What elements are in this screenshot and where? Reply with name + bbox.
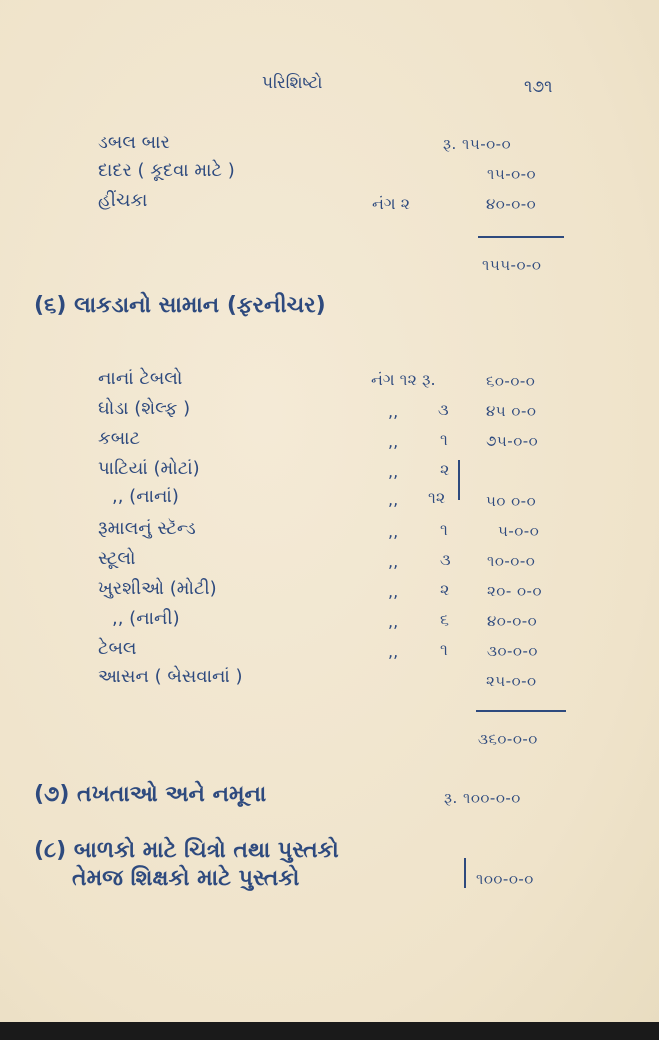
item-label: ઘોડા (શેલ્ફ ) xyxy=(98,398,191,419)
item-amount: રૂ. ૧૫-૦-૦ xyxy=(443,135,512,153)
item-label: નાનાં ટેબલો xyxy=(98,368,183,389)
qty-header: નંગ ૧૨ રૂ. xyxy=(371,370,436,389)
item-label: ડબલ બાર xyxy=(98,132,170,153)
item-qty: ૧૨ xyxy=(428,488,446,507)
total-rule xyxy=(476,710,566,712)
item-label: ,, (નાનાં) xyxy=(112,486,179,507)
section-amount: રૂ. ૧૦૦-૦-૦ xyxy=(444,789,521,807)
item-label: ,, (નાની) xyxy=(112,608,180,629)
item-qty: નંગ ૨ xyxy=(372,194,411,213)
item-label: સ્ટૂલો xyxy=(98,548,136,569)
item-label: દાદર ( કૂદવા માટે ) xyxy=(98,160,235,181)
item-qty: ૩ xyxy=(438,400,449,419)
scan-edge xyxy=(0,1022,659,1040)
ditto-mark: ,, xyxy=(388,462,399,481)
item-amount: ૪૫ ૦-૦ xyxy=(486,402,537,420)
ditto-mark: ,, xyxy=(388,402,399,421)
item-qty: ૧ xyxy=(440,640,448,659)
item-amount: ૫-૦-૦ xyxy=(498,522,540,540)
section-heading-continued: તેમજ શિક્ષકો માટે પુસ્તકો xyxy=(72,866,300,891)
item-label: રૂમાલનું સ્ટૅન્ડ xyxy=(98,518,196,539)
item-label: કબાટ xyxy=(98,428,141,449)
grouping-brace xyxy=(452,460,460,500)
item-qty: ૧ xyxy=(440,520,448,539)
ditto-mark: ,, xyxy=(388,612,399,631)
item-qty: ૨ xyxy=(440,460,450,479)
item-amount: ૬૦-૦-૦ xyxy=(486,372,536,390)
item-label: પાટિયાં (મોટાં) xyxy=(98,458,200,479)
item-amount: ૧૦-૦-૦ xyxy=(487,552,536,570)
item-amount: ૪૦-૦-૦ xyxy=(487,612,538,630)
item-qty: ૬ xyxy=(440,610,449,629)
item-qty: ૩ xyxy=(440,550,451,569)
item-label: ખુરશીઓ (મોટી) xyxy=(98,578,217,599)
item-label: આસન ( બેસવાનાં ) xyxy=(98,666,243,687)
item-amount: ૪૦-૦-૦ xyxy=(486,195,537,213)
section-heading: (૮) બાળકો માટે ચિત્રો તથા પુસ્તકો xyxy=(34,838,339,863)
item-amount: ૩૦-૦-૦ xyxy=(487,642,538,660)
ditto-mark: ,, xyxy=(388,642,399,661)
ditto-mark: ,, xyxy=(388,490,399,509)
item-amount: ૨૫-૦-૦ xyxy=(486,672,537,690)
ditto-mark: ,, xyxy=(388,522,399,541)
total-rule xyxy=(478,236,564,238)
ditto-mark: ,, xyxy=(388,582,399,601)
section-total: ૩૬૦-૦-૦ xyxy=(478,730,538,748)
section-heading: (૬) લાકડાનો સામાન (ફરનીચર) xyxy=(34,293,326,318)
item-amount: ૨૦- ૦-૦ xyxy=(487,582,542,600)
running-header: પરિશિષ્ટો xyxy=(262,73,323,93)
item-qty: ૨ xyxy=(440,580,450,599)
section-heading: (૭) તખતાઓ અને નમૂના xyxy=(34,782,267,807)
page-number: ૧૭૧ xyxy=(524,77,553,97)
item-label: ટેબલ xyxy=(98,638,137,659)
item-amount: ૧૫-૦-૦ xyxy=(487,165,537,183)
item-qty: ૧ xyxy=(440,430,448,449)
ditto-mark: ,, xyxy=(388,552,399,571)
item-amount: ૫૦ ૦-૦ xyxy=(486,492,537,510)
ditto-mark: ,, xyxy=(388,432,399,451)
section-amount: ૧૦૦-૦-૦ xyxy=(476,870,534,888)
item-amount: ૭૫-૦-૦ xyxy=(486,432,539,450)
block-total: ૧૫૫-૦-૦ xyxy=(482,256,542,274)
amount-separator xyxy=(464,858,466,888)
item-label: હીંચકા xyxy=(98,190,148,211)
